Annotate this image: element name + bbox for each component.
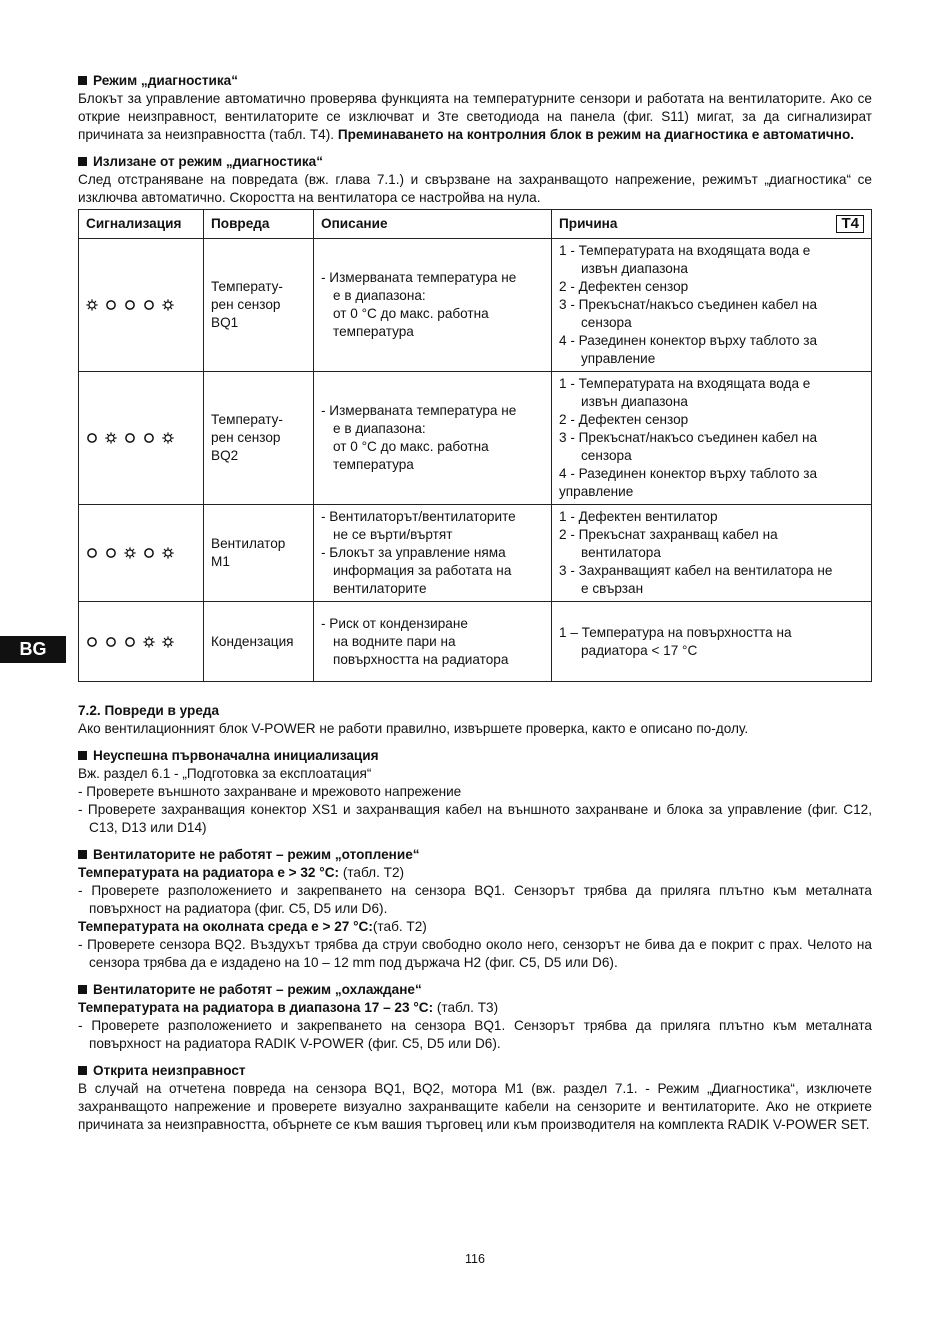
- description-cell: - Вентилаторът/вентилаторите не се върти/въртят - Блокът за управление няма информация за работата на вентилаторите: [314, 505, 552, 602]
- page-number: 116: [465, 1252, 485, 1266]
- led-off-icon: [105, 299, 117, 311]
- table-row: [79, 372, 872, 505]
- led-pattern: [86, 547, 196, 559]
- cause-cell: 1 - Температурата на входящата вода е извън диапазона 2 - Дефектен сензор 3 - Прекъснат/накъсо съединен кабел на сензора 4 - Разединен конектор върху таблото за управление: [552, 239, 872, 372]
- heating-heading: Вентилаторите не работят – режим „отопление“: [78, 846, 872, 864]
- list-item: - Проверете разположението и закрепването на сензора BQ1. Сензорът трябва да приляга плътно към металната повърхност на радиатора RADIK V-POWER (фиг. C5, D5 или D6).: [78, 1018, 872, 1051]
- page-content: [78, 72, 872, 1134]
- init-fail-list: [78, 783, 872, 837]
- list-item: - Проверете външното захранване и мрежовото напрежение: [78, 784, 462, 799]
- led-off-icon: [105, 636, 117, 648]
- fault-cell: Температу- рен сензор BQ2: [204, 372, 314, 505]
- led-pattern: [86, 299, 196, 311]
- signal-cell: [79, 505, 204, 602]
- led-blinking-icon: [86, 299, 98, 311]
- cooling-sub: Температурата на радиатора в диапазона 17 – 23 °C: (табл. T3): [78, 1000, 499, 1015]
- fault-cell: Вентилатор M1: [204, 505, 314, 602]
- fault-cell: Температу- рен сензор BQ1: [204, 239, 314, 372]
- led-off-icon: [86, 432, 98, 444]
- fault-found-text: В случай на отчетена повреда на сензора BQ1, BQ2, мотора M1 (вж. раздел 7.1. - Режим „Диагностика“, изключете захранващото напрежение и проверете визуално захранващите кабели на сензорите и вентилаторите. Ако не откриете причината за неизправността, обърнете се към вашия търговец или към производителя на комплекта RADIK V-POWER SET.: [78, 1081, 872, 1132]
- cooling-heading: Вентилаторите не работят – режим „охлаждане“: [78, 981, 872, 999]
- table-row: [79, 602, 872, 682]
- diagnostic-table: [78, 209, 872, 682]
- init-fail-heading: Неуспешна първоначална инициализация: [78, 747, 872, 765]
- led-blinking-icon: [143, 636, 155, 648]
- led-off-icon: [143, 547, 155, 559]
- table-tag: T4: [836, 215, 864, 233]
- list-item: - Проверете сензора BQ2. Въздухът трябва да струи свободно около него, сензорът не бива да е покрит с прах. Челото на сензора трябва да е издадено на 10 – 12 mm под държача H2 (фиг. C5, D5 или D6).: [78, 937, 872, 970]
- exit-diag-text: След отстраняване на повредата (вж. глава 7.1.) и свързване на захранващото напрежение, режимът „диагностика“ се изключва автоматично. Скоростта на вентилатора се настройва на нула.: [78, 172, 872, 205]
- diag-mode-heading: Режим „диагностика“: [78, 72, 872, 90]
- cause-cell: 1 - Дефектен вентилатор 2 - Прекъснат захранващ кабел на вентилатора 3 - Захранващият кабел на вентилатора не е свързан: [552, 505, 872, 602]
- led-blinking-icon: [105, 432, 117, 444]
- description-cell: - Измерваната температура не е в диапазона: от 0 °C до макс. работна температура: [314, 239, 552, 372]
- led-off-icon: [86, 636, 98, 648]
- col-signal: Сигнализация: [79, 210, 204, 239]
- col-fault: Повреда: [204, 210, 314, 239]
- led-blinking-icon: [162, 432, 174, 444]
- table-row: [79, 239, 872, 372]
- led-off-icon: [143, 299, 155, 311]
- exit-diag-heading: Излизане от режим „диагностика“: [78, 153, 872, 171]
- led-off-icon: [86, 547, 98, 559]
- signal-cell: [79, 239, 204, 372]
- led-pattern: [86, 432, 196, 444]
- led-blinking-icon: [124, 547, 136, 559]
- section-7-2-text: Ако вентилационният блок V-POWER не работи правилно, извършете проверка, както е описано по-долу.: [78, 721, 749, 736]
- led-off-icon: [143, 432, 155, 444]
- led-blinking-icon: [162, 299, 174, 311]
- led-blinking-icon: [162, 547, 174, 559]
- signal-cell: [79, 602, 204, 682]
- description-cell: - Измерваната температура не е в диапазона: от 0 °C до макс. работна температура: [314, 372, 552, 505]
- col-description: Описание: [314, 210, 552, 239]
- led-off-icon: [124, 432, 136, 444]
- list-item: - Проверете захранващия конектор XS1 и захранващия кабел на външното захранване и блока за управление (фиг. C12, C13, D13 или D14): [78, 802, 872, 835]
- signal-cell: [79, 372, 204, 505]
- list-item: - Проверете разположението и закрепването на сензора BQ1. Сензорът трябва да приляга плътно към металната повърхност на радиатора (фиг. C5, D5 или D6).: [78, 883, 872, 916]
- led-blinking-icon: [162, 636, 174, 648]
- heating-sub1: Температурата на радиатора е > 32 °C: (табл. T2): [78, 865, 405, 880]
- fault-cell: Кондензация: [204, 602, 314, 682]
- cause-cell: 1 - Температурата на входящата вода е извън диапазона 2 - Дефектен сензор 3 - Прекъснат/накъсо съединен кабел на сензора 4 - Разединен конектор върху таблото за управление: [552, 372, 872, 505]
- fault-found-heading: Открита неизправност: [78, 1062, 872, 1080]
- col-cause: Причина T4: [552, 210, 872, 239]
- led-off-icon: [105, 547, 117, 559]
- section-7-2-title: 7.2. Повреди в уреда: [78, 703, 220, 718]
- description-cell: - Риск от кондензиране на водните пари на повърхността на радиатора: [314, 602, 552, 682]
- heating-sub2: Температурата на околната среда е > 27 °C:(таб. T2): [78, 919, 427, 934]
- table-row: [79, 505, 872, 602]
- table-header-row: [79, 210, 872, 239]
- led-off-icon: [124, 299, 136, 311]
- cause-cell: 1 – Температура на повърхността на радиатора < 17 °C: [552, 602, 872, 682]
- led-off-icon: [124, 636, 136, 648]
- language-tab: BG: [0, 636, 66, 663]
- init-fail-ref: Вж. раздел 6.1 - „Подготовка за експлоатация“: [78, 766, 372, 781]
- led-pattern: [86, 636, 196, 648]
- diag-mode-text: Блокът за управление автоматично проверява функцията на температурните сензори и работата на вентилаторите. Ако се открие неизправност, вентилаторите се изключват и 3те светодиода на панела (фиг. S11) мигат, за да сигнализират причината за неизправността (табл. T4). Преминаването на контролния блок в режим на диагностика е автоматично.: [78, 91, 872, 142]
